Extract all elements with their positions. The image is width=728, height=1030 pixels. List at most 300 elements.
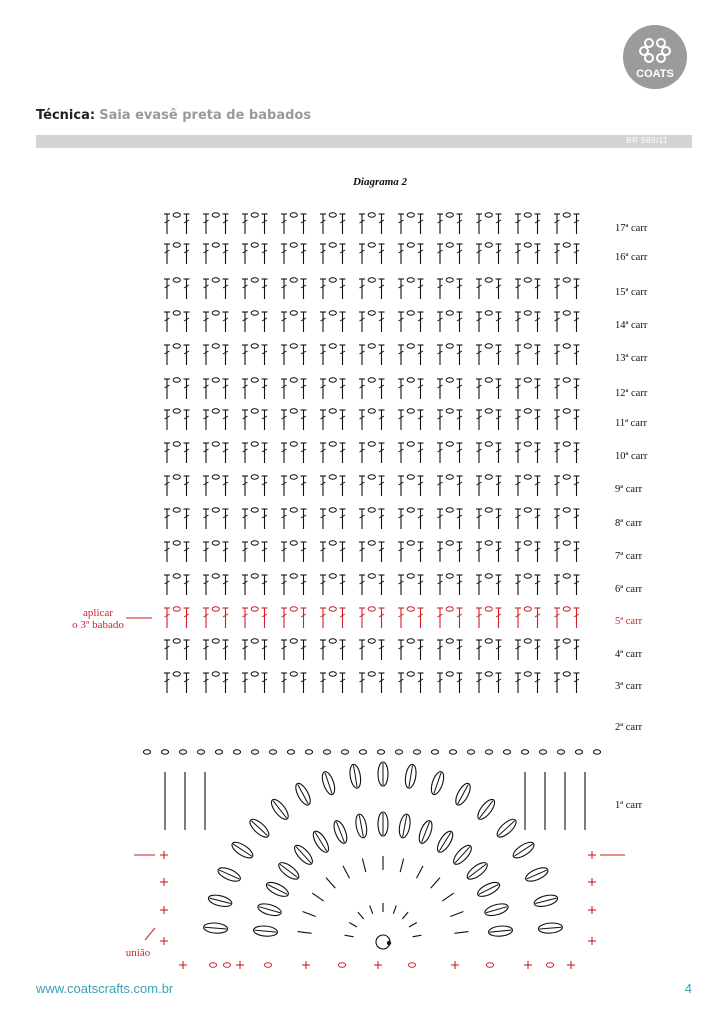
puff-core [251,821,267,836]
start-dot [387,941,391,945]
chain-symbol [524,672,531,676]
fan-stitch-symbol [370,905,373,913]
chain-symbol [446,311,453,315]
puff-core [422,822,430,843]
puff-stitch-symbol [417,819,435,845]
puff-stitch-symbol [203,922,228,934]
chain-symbol [485,475,492,479]
fan-stitch-symbol [417,866,424,878]
chain-symbol [446,409,453,413]
row-label: 10ª carr [615,451,648,462]
chain-symbol [524,344,531,348]
chain-symbol [143,750,150,754]
puff-stitch-symbol [292,843,316,867]
puff-core [336,822,344,843]
chain-symbol [251,378,258,382]
apply-note [58,607,138,631]
fan-stitch-symbol [413,935,422,937]
chain-symbol [368,541,375,545]
chain-symbol [287,750,294,754]
chain-symbol [563,278,570,282]
puff-stitch-symbol [216,865,242,884]
puff-stitch-symbol [378,762,388,786]
chain-symbol [290,278,297,282]
row-label: 3ª carr [615,681,643,692]
chain-symbol [368,378,375,382]
puff-stitch-symbol [429,770,446,796]
chain-symbol [368,344,375,348]
puff-stitch-symbol [484,902,510,918]
chain-symbol [212,278,219,282]
puff-core [499,821,515,836]
chain-symbol [446,639,453,643]
puff-stitch-symbol [511,839,537,861]
row-label: 7ª carr [615,551,643,562]
row-label: 4ª carr [615,649,643,660]
chain-symbol [467,750,474,754]
chain-symbol [524,213,531,217]
technique-value: Saia evasê preta de babados [99,108,312,123]
fan-stitch-symbol [345,935,354,937]
row-label: 11ª carr [615,418,647,429]
chain-symbol [503,750,510,754]
puff-core [219,870,239,879]
chain-symbol [290,508,297,512]
chain-symbol [290,344,297,348]
puff-stitch-symbol [310,829,331,855]
chain-symbol [395,750,402,754]
row-label: 9ª carr [615,484,643,495]
puff-core [527,870,547,879]
chain-symbol [407,409,414,413]
chain-symbol [524,475,531,479]
puff-stitch-symbol [398,813,412,838]
chain-symbol [563,508,570,512]
chain-symbol [173,508,180,512]
chain-symbol [407,672,414,676]
chain-symbol [212,243,219,247]
fan-stitch-symbol [312,893,324,901]
join-pointer-line [145,928,155,940]
chain-symbol [212,442,219,446]
chain-symbol [329,409,336,413]
chain-symbol [173,311,180,315]
puff-core [296,847,311,863]
fan-stitch-symbol [343,866,350,878]
chain-symbol [563,672,570,676]
chain-symbol [212,508,219,512]
fan-stitch-symbol [450,912,463,917]
chain-symbol [251,475,258,479]
chain-symbol [368,409,375,413]
puff-core [280,864,298,877]
chain-symbol [563,574,570,578]
chain-symbol [524,607,531,611]
puff-stitch-symbol [453,781,473,807]
puff-stitch-symbol [331,819,349,845]
technique-label: Técnica: [36,108,96,123]
chain-symbol [368,574,375,578]
chain-symbol [212,541,219,545]
chain-symbol [446,574,453,578]
diagram-title: Diagrama 2 [352,176,408,188]
chain-symbol [446,344,453,348]
chain-symbol [212,344,219,348]
chain-symbol [251,541,258,545]
chain-symbol [329,311,336,315]
fan-stitch-symbol [298,932,312,934]
fan-stitch-symbol [362,859,365,873]
puff-stitch-symbol [207,893,233,909]
chain-symbol [485,574,492,578]
chain-symbol [173,378,180,382]
chain-symbol [368,311,375,315]
puff-stitch-symbol [230,839,256,861]
chain-symbol [173,639,180,643]
chain-symbol [161,750,168,754]
chain-symbol [290,213,297,217]
chain-symbol [212,672,219,676]
puff-stitch-symbol [435,829,456,855]
row-label: 13ª carr [615,353,648,364]
chain-symbol [329,243,336,247]
puff-stitch-symbol [533,893,559,909]
chain-symbol [521,750,528,754]
chain-symbol [329,378,336,382]
chain-symbol [251,442,258,446]
puff-stitch-symbol [253,925,278,937]
row-label: 16ª carr [615,252,648,263]
chain-symbol [413,750,420,754]
puff-stitch-symbol [488,925,513,937]
chain-symbol [173,541,180,545]
row-label: 5ª carr [615,616,643,627]
chain-symbol [173,278,180,282]
chain-symbol [524,508,531,512]
row-label: 6ª carr [615,584,643,595]
chain-symbol [563,475,570,479]
chain-symbol [368,607,375,611]
chain-symbol [223,963,230,968]
puff-stitch-symbol [257,902,283,918]
chain-symbol [485,508,492,512]
chain-symbol [524,574,531,578]
chain-symbol [212,574,219,578]
chain-symbol [338,963,345,968]
puff-core [255,930,277,932]
chain-symbol [290,311,297,315]
chain-symbol [173,574,180,578]
chain-symbol [593,750,600,754]
chain-symbol [212,378,219,382]
chain-symbol [290,243,297,247]
puff-stitch-symbol [293,781,313,807]
chain-symbol [539,750,546,754]
puff-core [298,785,308,804]
chain-symbol [368,672,375,676]
puff-core [490,930,512,932]
chain-symbol [329,574,336,578]
chain-symbol [179,750,186,754]
chain-symbol [407,508,414,512]
logo-wordmark: COATS [636,68,674,80]
chain-symbol [446,213,453,217]
puff-stitch-symbol [247,816,271,840]
chain-symbol [563,378,570,382]
chain-symbol [485,243,492,247]
puff-stitch-symbol [354,813,368,838]
chain-symbol [563,243,570,247]
chain-symbol [212,213,219,217]
chain-symbol [407,213,414,217]
chain-symbol [290,574,297,578]
chain-symbol [563,213,570,217]
chain-symbol [251,311,258,315]
chain-symbol [377,750,384,754]
chain-symbol [368,442,375,446]
chain-symbol [290,442,297,446]
row-label: 14ª carr [615,320,648,331]
chain-symbol [329,344,336,348]
chain-symbol [557,750,564,754]
puff-core [233,844,251,856]
puff-stitch-symbol [538,922,563,934]
puff-stitch-symbol [320,770,337,796]
puff-stitch-symbol [451,843,475,867]
chain-symbol [485,541,492,545]
chain-symbol [233,750,240,754]
row-label: 17ª carr [615,223,648,234]
fan-stitch-symbol [393,905,396,913]
chain-symbol [524,378,531,382]
chain-symbol [407,475,414,479]
chain-symbol [485,639,492,643]
chain-symbol [407,442,414,446]
puff-core [268,884,288,894]
chain-symbol [446,243,453,247]
puff-stitch-symbol [348,764,362,789]
row-label: 15ª carr [615,287,648,298]
chain-symbol [173,344,180,348]
chain-symbol [329,639,336,643]
chain-symbol [212,639,219,643]
puff-core [315,832,327,851]
puff-core [539,927,561,929]
puff-core [403,815,407,837]
chain-symbol [485,750,492,754]
chain-symbol [446,475,453,479]
puff-stitch-symbol [476,880,502,900]
chain-symbol [486,963,493,968]
row-label: 2ª carr [615,722,643,733]
chain-symbol [446,278,453,282]
chain-symbol [407,541,414,545]
chain-symbol [290,475,297,479]
footer-url[interactable]: www.coatscrafts.com.br [36,981,174,996]
puff-core [205,927,227,929]
puff-stitch-symbol [378,812,388,836]
puff-core [439,832,451,851]
chain-symbol [485,344,492,348]
chain-symbol [173,672,180,676]
chain-symbol [368,639,375,643]
row-label: 8ª carr [615,518,643,529]
chain-symbol [290,639,297,643]
fan-stitch-symbol [455,932,469,934]
chain-symbol [485,672,492,676]
puff-core [353,765,357,787]
chain-symbol [251,278,258,282]
chain-symbol [329,475,336,479]
chain-symbol [251,409,258,413]
chain-symbol [524,639,531,643]
chain-symbol [251,672,258,676]
chain-symbol [290,541,297,545]
chain-symbol [251,607,258,611]
puff-stitch-symbol [494,816,518,840]
chain-symbol [407,344,414,348]
chain-symbol [251,213,258,217]
chain-symbol [485,311,492,315]
chain-symbol [407,243,414,247]
reference-code: BR 586/11 [626,136,668,145]
chain-symbol [212,409,219,413]
chain-symbol [329,607,336,611]
chain-symbol [446,378,453,382]
fan-stitch-symbol [402,912,408,919]
chain-symbol [341,750,348,754]
chain-symbol [563,409,570,413]
chain-symbol [485,278,492,282]
chain-symbol [323,750,330,754]
chain-symbol [368,508,375,512]
fan-stitch-symbol [358,912,364,919]
chain-symbol [449,750,456,754]
chain-symbol [407,278,414,282]
chain-symbol [359,750,366,754]
chain-symbol [173,607,180,611]
join-note: união [125,947,151,959]
chain-symbol [446,541,453,545]
puff-stitch-symbol [276,860,301,882]
chain-symbol [407,574,414,578]
chain-symbol [563,639,570,643]
chain-symbol [329,442,336,446]
chain-symbol [197,750,204,754]
chain-symbol [173,409,180,413]
chain-symbol [368,213,375,217]
chain-symbol [446,607,453,611]
chain-symbol [546,963,553,968]
chain-symbol [485,213,492,217]
chain-symbol [446,508,453,512]
chain-symbol [431,750,438,754]
chain-symbol [173,213,180,217]
chain-symbol [215,750,222,754]
apply-note-line1: aplicar [83,607,113,619]
chain-symbol [485,607,492,611]
puff-stitch-symbol [524,865,550,884]
puff-core [455,847,470,863]
chain-symbol [446,672,453,676]
puff-core [514,844,532,856]
chain-symbol [329,213,336,217]
fan-stitch-symbol [431,878,440,889]
chain-symbol [563,607,570,611]
apply-note-line2: o 3º babado [72,619,124,631]
chain-symbol [212,607,219,611]
chain-symbol [524,278,531,282]
chain-symbol [329,672,336,676]
chain-symbol [251,574,258,578]
chain-symbol [269,750,276,754]
chain-symbol [563,311,570,315]
puff-stitch-symbol [465,860,490,882]
chain-symbol [209,963,216,968]
chain-symbol [290,409,297,413]
chain-symbol [251,243,258,247]
chain-symbol [524,541,531,545]
chain-symbol [368,278,375,282]
chain-symbol [329,508,336,512]
chain-symbol [524,409,531,413]
chain-symbol [368,243,375,247]
chain-symbol [563,442,570,446]
chain-symbol [563,541,570,545]
chain-symbol [290,607,297,611]
chain-symbol [251,639,258,643]
row-label: 12ª carr [615,388,648,399]
row-label: 1ª carr [615,800,643,811]
chain-symbol [563,344,570,348]
fan-stitch-symbol [349,923,357,928]
fan-stitch-symbol [303,912,316,917]
chain-symbol [575,750,582,754]
puff-stitch-symbol [475,797,498,822]
chain-symbol [290,672,297,676]
chain-symbol [290,378,297,382]
chain-symbol [329,278,336,282]
chain-symbol [212,311,219,315]
chain-symbol [251,508,258,512]
puff-core [468,864,486,877]
chain-symbol [212,475,219,479]
puff-core [273,801,287,818]
chain-symbol [251,750,258,754]
puff-stitch-symbol [264,880,290,900]
puff-core [479,801,493,818]
chain-symbol [485,442,492,446]
chain-symbol [173,243,180,247]
puff-stitch-symbol [268,797,291,822]
fan-stitch-symbol [409,923,417,928]
chain-symbol [407,311,414,315]
chain-symbol [264,963,271,968]
chain-symbol [329,541,336,545]
puff-core [479,884,499,894]
chain-symbol [524,243,531,247]
chain-symbol [485,378,492,382]
puff-core [359,815,363,837]
chain-symbol [524,442,531,446]
chain-symbol [407,378,414,382]
fan-stitch-symbol [326,878,335,889]
chain-symbol [173,475,180,479]
chain-symbol [408,963,415,968]
page-number: 4 [684,981,692,996]
puff-stitch-symbol [404,764,418,789]
chain-symbol [173,442,180,446]
